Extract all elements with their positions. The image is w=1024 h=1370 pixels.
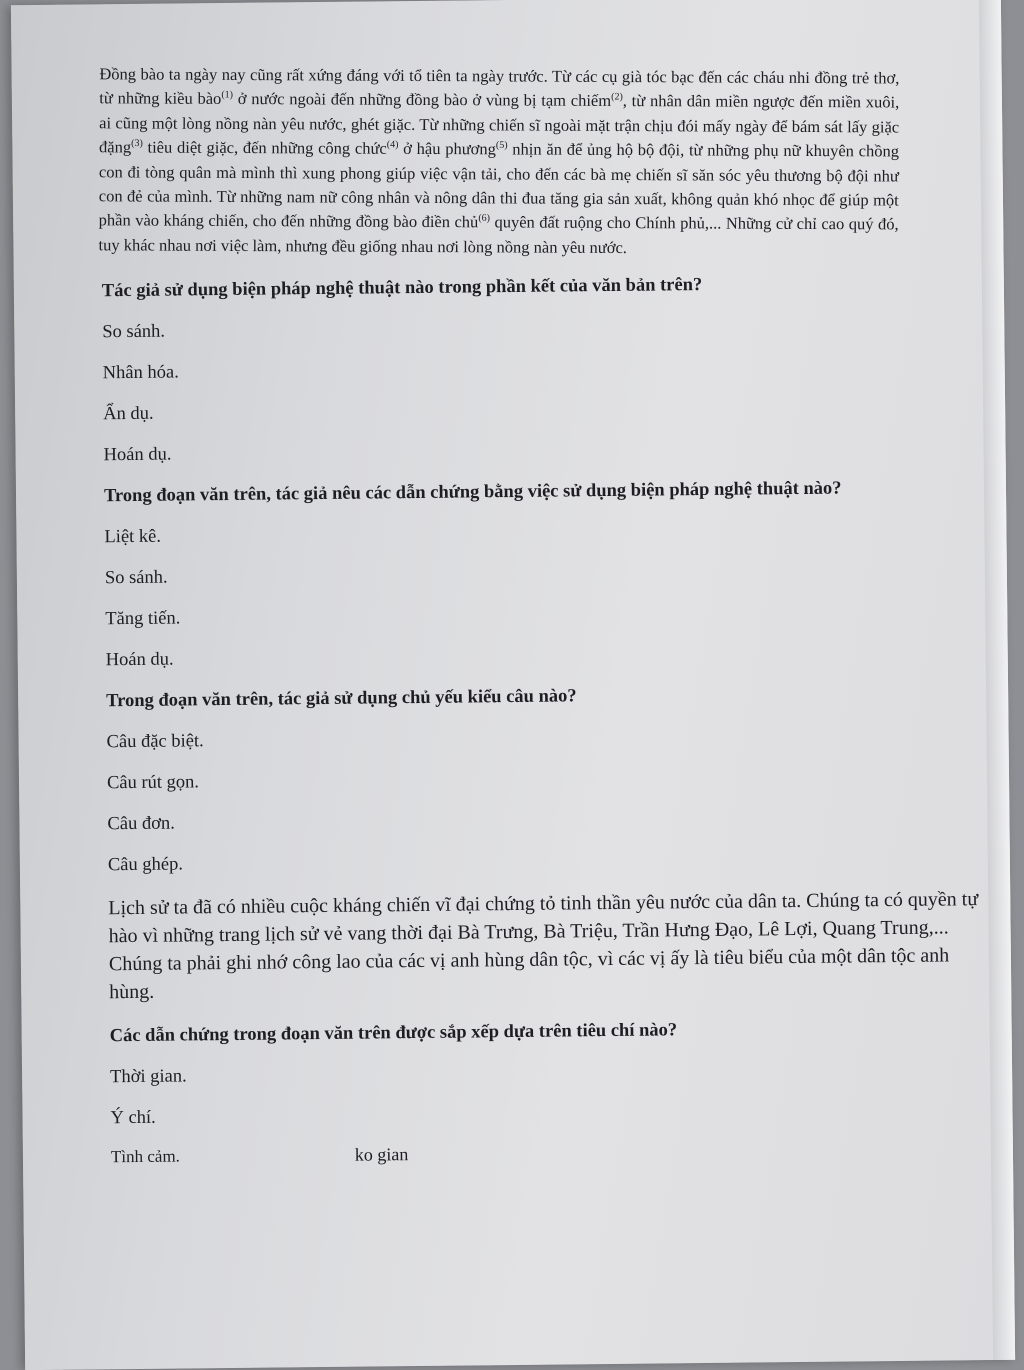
footnote-ref: (2) [611, 91, 623, 103]
footnote-ref: (6) [478, 213, 491, 225]
question-block-2 [104, 476, 906, 672]
option-4a: Thời gian. [110, 1066, 187, 1088]
option-3a: Câu đặc biệt. [106, 731, 204, 753]
question-3: Trong đoạn văn trên, tác giả sử dụng chủ yếu kiểu câu nào? [106, 686, 577, 712]
option-1b: Nhân hóa. [102, 362, 179, 384]
footnote-ref: (1) [221, 89, 234, 101]
option-3c: Câu đơn. [107, 813, 175, 835]
option-2d: Hoán dụ. [105, 649, 174, 671]
option-1d: Hoán dụ. [103, 444, 172, 466]
question-block-3 [106, 681, 908, 877]
option-4c: Tình cảm. [110, 1146, 180, 1167]
passage-text: nhịn ăn để ủng hộ bộ đội, từ những phụ nữ khuyên chồng con đi tòng quân mà mình thì xung phong giúp việc vận tải, cho đến các bà mẹ chiến sĩ săn sóc yêu thương bộ đội như con đẻ của mình. Từ những nam nữ công nhân và nông dân thi đua tăng gia sản xuất, không quản khó nhọc để giúp một phần vào kháng chiến, cho đến những đồng bào điền chủ [98, 139, 900, 232]
passage-text: ở hậu phương [398, 139, 496, 159]
option-2b: So sánh. [104, 567, 168, 589]
passage-1 [98, 62, 899, 261]
passage-text: , từ nhân dân miền ngược đến miền xuôi, ai cũng một lòng nồng nàn yêu nước, ghét giặc. Từ những chiến sĩ ngoài mặt trận chịu đói mấy ngày để bám sát lấy giặc đặng [98, 91, 900, 157]
handwritten-note: ko gian [354, 1144, 409, 1165]
option-1a: So sánh. [102, 321, 166, 343]
footnote-ref: (5) [495, 140, 508, 152]
question-2: Trong đoạn văn trên, tác giả nêu các dẫn chứng bằng việc sử dụng biện pháp nghệ thuật nào? [103, 478, 842, 507]
footnote-ref: (3) [131, 138, 143, 150]
question-4: Các dẫn chứng trong đoạn văn trên được sắp xếp dựa trên tiêu chí nào? [109, 1020, 678, 1047]
passage-2: Lịch sử ta đã có nhiều cuộc kháng chiến vĩ đại chứng tỏ tinh thần yêu nước của dân ta. Chúng ta có quyền tự hào vì những trang lịch sử vẻ vang thời đại Bà Trưng, Bà Triệu, Trần Hưng Đạo, Lê Lợi, Quang Trung,... Chúng ta phải ghi nhớ công lao của các vị anh hùng dân tộc, vì các vị ấy là tiêu biểu của một dân tộc anh hùng. [108, 888, 979, 1004]
question-block-4 [110, 1016, 911, 1168]
document-content [98, 54, 979, 1169]
option-2c: Tăng tiến. [105, 608, 181, 630]
passage-text: Đồng bào ta ngày nay cũng rất xứng đáng với tổ tiên ta ngày trước. Từ các cụ già tóc bạc đến các cháu nhi đồng trẻ thơ, từ những kiều bào [99, 64, 900, 109]
paper-sheet [11, 0, 1015, 1370]
passage-text: quyên đất ruộng cho Chính phủ,... Những cử chỉ cao quý đó, tuy khác nhau nơi việc làm, nhưng đều giống nhau nơi lòng nồng nàn yêu nước. [98, 212, 899, 257]
option-3d: Câu ghép. [107, 854, 184, 876]
option-2a: Liệt kê. [104, 526, 162, 548]
option-1c: Ẩn dụ. [103, 403, 154, 425]
option-3b: Câu rút gọn. [106, 772, 200, 794]
option-4c-row [111, 1139, 911, 1168]
footnote-ref: (4) [386, 139, 399, 151]
passage-text: ở nước ngoài đến những đồng bào ở vùng bị tạm chiếm [232, 89, 612, 111]
question-block-1 [102, 271, 904, 467]
paper-edge [979, 0, 1015, 1360]
passage-text: tiêu diệt giặc, đến những công chức [142, 137, 387, 159]
option-4b: Ý chí. [110, 1108, 156, 1129]
question-1: Tác giả sử dụng biện pháp nghệ thuật nào trong phần kết của văn bản trên? [101, 275, 703, 302]
